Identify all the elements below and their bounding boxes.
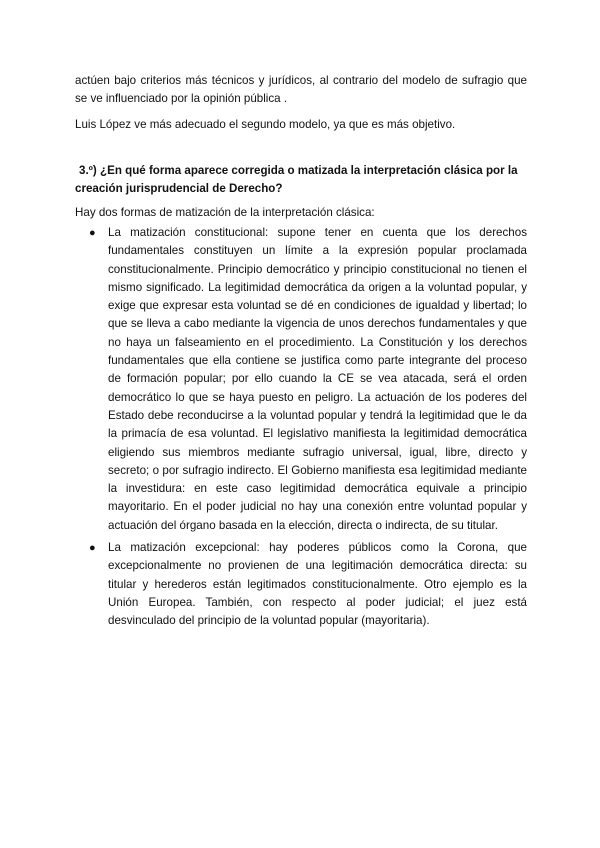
list-item-text: La matización constitucional: supone tener en cuenta que los derechos fundamentales constituyen un límite a la expresión popular proclamada constitucionalmente. Principio democrático y principio constitucional no tienen el mismo significado. La legitimidad democrática da origen a la voluntad popular, y exige que expresar esta voluntad se dé en condiciones de igualdad y libertad; lo que se lleva a cabo mediante la vigencia de unos derechos fundamentales y que no haya un falseamiento en el procedimiento. La Constitución y los derechos fundamentales que ella contiene se justifica como parte integrante del proceso de formación popular; por ello cuando la CE se vea atacada, será el orden democrático lo que se haya puesto en peligro. La actuación de los poderes del Estado debe reconducirse a la voluntad popular y tendrá la legitimidad que le da la primacía de esa voluntad. El legislativo manifiesta la legitimidad democrática eligiendo sus miembros mediante sufragio universal, igual, libre, directo y secreto; o por sufragio indirecto. El Gobierno manifiesta esa legitimidad mediante la investidura: en este caso legitimidad democrática equivale a principio mayoritario. En el poder judicial no hay una conexión entre voluntad popular y actuación del órgano basada en la elección, directa o indirecta, de su titular.: [108, 226, 527, 532]
intro-paragraph: Hay dos formas de matización de la interpretación clásica:: [75, 206, 375, 219]
continuation-paragraph: actúen bajo criterios más técnicos y jurídicos, al contrario del modelo de sufragio que se ve influenciado por la opinión pública .: [75, 74, 527, 105]
matization-list: [0, 224, 600, 631]
bullet-icon: ●: [89, 542, 96, 555]
bullet-icon: ●: [89, 227, 96, 239]
question-text: ¿En qué forma aparece corregida o matizada la interpretación clásica por la creación jurisprudencial de Derecho?: [75, 164, 518, 195]
question-number: 3.º): [79, 164, 97, 177]
author-opinion-paragraph: Luis López ve más adecuado el segundo modelo, ya que es más objetivo.: [75, 118, 456, 131]
list-item: [0, 224, 600, 535]
list-item: [0, 539, 600, 630]
question-heading: [75, 162, 527, 198]
list-item-text: La matización excepcional: hay poderes públicos como la Corona, que excepcionalmente no provienen de una legitimación democrática directa: su titular y herederos están legitimados constitucionalmente. Otro ejemplo es la Unión Europea. También, con respecto al poder judicial; el juez está desvinculado del principio de la voluntad popular (mayoritaria).: [108, 541, 527, 628]
